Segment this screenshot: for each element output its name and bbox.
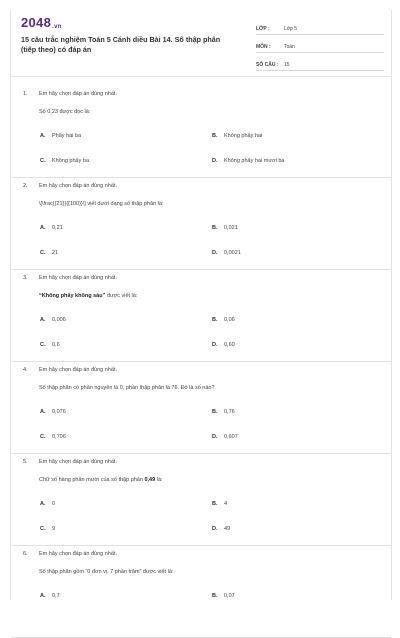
question-stem — [39, 109, 90, 115]
question-stem — [39, 569, 173, 575]
option-letter: B. — [212, 593, 218, 599]
option-text: 0,6 — [52, 342, 60, 348]
question-item — [11, 86, 391, 178]
answer-option-b[interactable] — [212, 501, 227, 507]
option-text: 0,607 — [224, 434, 238, 440]
option-letter: B. — [212, 317, 218, 323]
option-text: 9 — [52, 526, 56, 532]
question-stem — [39, 477, 163, 483]
answer-option-d[interactable] — [212, 434, 238, 440]
answer-option-b[interactable] — [212, 317, 235, 323]
option-text: 0,07 — [224, 593, 235, 599]
question-item — [11, 454, 391, 546]
worksheet-header — [11, 10, 391, 70]
question-instruction: Em hãy chọn đáp án đúng nhất. — [39, 367, 117, 373]
logo-main: 2048 — [21, 15, 52, 30]
question-number: 6. — [23, 551, 28, 557]
option-letter: A. — [40, 225, 46, 231]
meta-key: MÔN : — [256, 44, 271, 50]
option-text: 0,021 — [224, 225, 238, 231]
option-text: 0,706 — [52, 434, 66, 440]
question-number: 5. — [23, 459, 28, 465]
stem-text-end: được viết là: — [105, 293, 138, 299]
logo-suffix: .vn — [52, 24, 62, 30]
stem-text: Số thập phân có phần nguyên là 0, phần thập phân là 76. Đó là số nào? — [39, 385, 215, 391]
stem-bold-text: 0,49 — [144, 477, 156, 483]
option-letter: B. — [212, 409, 218, 415]
meta-row-count — [256, 56, 384, 71]
stem-text: \[\frac{{21}}{{100}}\] viết dưới dạng số thập phân là: — [39, 201, 164, 207]
option-letter: D. — [212, 158, 218, 164]
question-number: 1. — [23, 91, 28, 97]
option-letter: C. — [40, 158, 46, 164]
option-letter: A. — [40, 593, 46, 599]
answer-option-a[interactable] — [40, 409, 66, 415]
question-list — [11, 86, 391, 638]
option-letter: C. — [40, 434, 46, 440]
option-text: 0,76 — [224, 409, 235, 415]
option-letter: C. — [40, 342, 46, 348]
option-text: Không phẩy hai — [224, 133, 263, 139]
question-instruction: Em hãy chọn đáp án đúng nhất. — [39, 459, 117, 465]
option-text: Không phẩy ba — [52, 158, 90, 164]
site-logo[interactable] — [21, 15, 62, 30]
answer-option-a[interactable] — [40, 317, 66, 323]
answer-option-b[interactable] — [212, 133, 262, 139]
answer-option-d[interactable] — [212, 158, 285, 164]
stem-text: Chữ số hàng phần mười của số thập phân — [39, 477, 145, 483]
question-number: 3. — [23, 275, 28, 281]
question-instruction: Em hãy chọn đáp án đúng nhất. — [39, 275, 117, 281]
answer-option-c[interactable] — [40, 342, 60, 348]
option-text: Phẩy hai ba — [52, 133, 82, 139]
option-letter: B. — [212, 133, 218, 139]
option-text: 0,06 — [224, 317, 235, 323]
option-letter: A. — [40, 501, 46, 507]
option-text: 0 — [52, 501, 56, 507]
option-letter: D. — [212, 342, 218, 348]
meta-value: 15 — [284, 62, 290, 68]
answer-option-c[interactable] — [40, 526, 55, 532]
stem-text-end: là: — [155, 477, 163, 483]
answer-option-c[interactable] — [40, 158, 89, 164]
option-letter: D. — [212, 434, 218, 440]
stem-bold-text: “Không phẩy không sáu” — [39, 293, 106, 299]
option-letter: D. — [212, 250, 218, 256]
question-number: 4. — [23, 367, 28, 373]
option-letter: C. — [40, 250, 46, 256]
question-stem — [39, 293, 137, 299]
option-letter: C. — [40, 526, 46, 532]
meta-key: LỚP : — [256, 26, 270, 32]
answer-option-c[interactable] — [40, 434, 66, 440]
meta-key: SỐ CÂU : — [256, 62, 279, 68]
answer-option-b[interactable] — [212, 593, 235, 599]
option-text: 0,21 — [52, 225, 63, 231]
question-item — [11, 362, 391, 454]
option-letter: B. — [212, 225, 218, 231]
question-item — [11, 546, 391, 638]
stem-text: Số 0,23 được đọc là: — [39, 109, 91, 115]
question-item — [11, 270, 391, 362]
question-instruction: Em hãy chọn đáp án đúng nhất. — [39, 183, 117, 189]
answer-option-a[interactable] — [40, 225, 63, 231]
option-text: Không phẩy hai mươi ba — [224, 158, 285, 164]
question-instruction: Em hãy chọn đáp án đúng nhất. — [39, 91, 117, 97]
option-text: 4 — [224, 501, 228, 507]
answer-option-a[interactable] — [40, 501, 55, 507]
option-letter: B. — [212, 501, 218, 507]
meta-row-class — [256, 20, 384, 35]
answer-option-d[interactable] — [212, 342, 235, 348]
answer-option-a[interactable] — [40, 593, 60, 599]
option-text: 0,006 — [52, 317, 66, 323]
worksheet-meta — [256, 20, 384, 74]
question-stem — [39, 385, 215, 391]
option-text: 21 — [52, 250, 59, 256]
meta-value: Lớp 5 — [284, 26, 298, 32]
option-text: 0,7 — [52, 593, 60, 599]
option-text: 49 — [224, 526, 231, 532]
option-text: 0,0021 — [224, 250, 241, 256]
meta-row-subject — [256, 38, 384, 53]
question-stem — [39, 201, 163, 207]
answer-option-d[interactable] — [212, 526, 230, 532]
option-letter: A. — [40, 317, 46, 323]
worksheet-title: 15 câu trắc nghiệm Toán 5 Cánh diều Bài 14. Số thập phân (tiếp theo) có đáp án — [21, 35, 221, 54]
option-letter: D. — [212, 526, 218, 532]
question-instruction: Em hãy chọn đáp án đúng nhất. — [39, 551, 117, 557]
option-text: 0,076 — [52, 409, 66, 415]
meta-value: Toán — [284, 44, 295, 50]
answer-option-b[interactable] — [212, 409, 235, 415]
question-item — [11, 178, 391, 270]
option-text: 0,60 — [224, 342, 235, 348]
option-letter: A. — [40, 133, 46, 139]
worksheet — [10, 10, 392, 600]
question-number: 2. — [23, 183, 28, 189]
answer-option-a[interactable] — [40, 133, 81, 139]
header-divider — [11, 76, 391, 77]
answer-option-b[interactable] — [212, 225, 238, 231]
answer-option-c[interactable] — [40, 250, 58, 256]
option-letter: A. — [40, 409, 46, 415]
stem-text: Số thập phân gồm “0 đơn vị, 7 phần trăm” được viết là: — [39, 569, 174, 575]
answer-option-d[interactable] — [212, 250, 241, 256]
